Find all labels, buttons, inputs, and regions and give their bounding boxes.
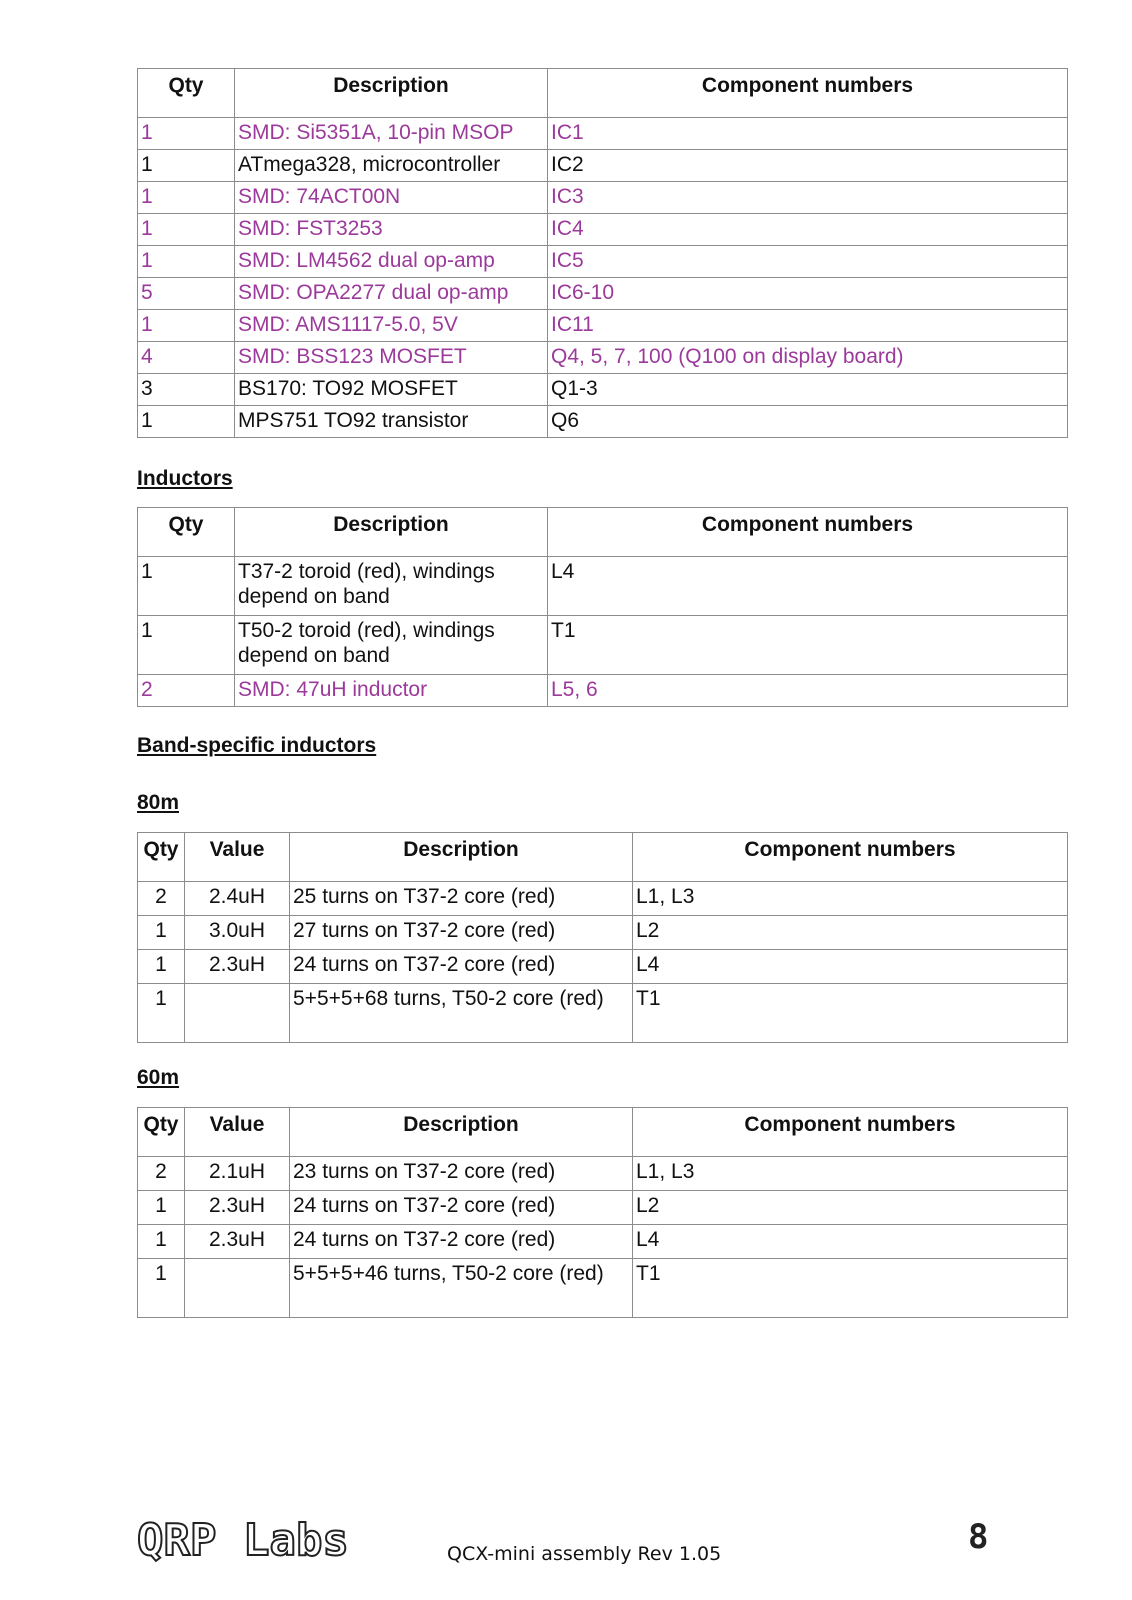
value-cell: 3.0uH	[185, 916, 290, 950]
table-row	[138, 950, 1068, 984]
component-cell: IC1	[548, 118, 1068, 150]
description-cell: 27 turns on T37-2 core (red)	[290, 916, 633, 950]
value-cell: 2.3uH	[185, 1225, 290, 1259]
description-cell: 5+5+5+46 turns, T50-2 core (red)	[290, 1259, 633, 1318]
description-cell: SMD: LM4562 dual op-amp	[235, 246, 548, 278]
description-cell: SMD: OPA2277 dual op-amp	[235, 278, 548, 310]
table-row	[138, 1157, 1068, 1191]
qty-header: Qty	[138, 1108, 185, 1157]
inductors-table	[137, 507, 1068, 707]
table-row	[138, 1225, 1068, 1259]
table-header-row	[138, 1108, 1068, 1157]
table-row	[138, 246, 1068, 278]
value-cell	[185, 1259, 290, 1318]
component-cell: L1, L3	[633, 882, 1068, 916]
table-row	[138, 984, 1068, 1043]
component-cell: IC11	[548, 310, 1068, 342]
table-row	[138, 214, 1068, 246]
qty-cell: 2	[138, 882, 185, 916]
description-cell: 25 turns on T37-2 core (red)	[290, 882, 633, 916]
page-number: 8	[968, 1517, 989, 1557]
table-header-row	[138, 69, 1068, 118]
description-cell: SMD: BSS123 MOSFET	[235, 342, 548, 374]
description-cell: ATmega328, microcontroller	[235, 150, 548, 182]
document-title: QCX-mini assembly Rev 1.05	[447, 1543, 722, 1565]
table-row	[138, 342, 1068, 374]
qty-header: Qty	[138, 508, 235, 557]
band-60m-heading: 60m	[137, 1066, 180, 1089]
qty-cell: 1	[138, 984, 185, 1043]
description-cell: T50-2 toroid (red), windings depend on band	[235, 616, 548, 675]
qty-cell: 1	[138, 310, 235, 342]
table-row	[138, 675, 1068, 707]
component-cell: T1	[633, 1259, 1068, 1318]
description-cell: SMD: 74ACT00N	[235, 182, 548, 214]
table-header-row	[138, 833, 1068, 882]
table-row	[138, 916, 1068, 950]
component-numbers-header: Component numbers	[548, 69, 1068, 118]
component-cell: L5, 6	[548, 675, 1068, 707]
component-cell: L2	[633, 1191, 1068, 1225]
description-cell: 24 turns on T37-2 core (red)	[290, 1191, 633, 1225]
band-specific-heading: Band-specific inductors	[137, 734, 377, 757]
semiconductors-table	[137, 68, 1068, 438]
table-row	[138, 1259, 1068, 1318]
component-cell: L1, L3	[633, 1157, 1068, 1191]
qty-cell: 1	[138, 406, 235, 438]
component-numbers-header: Component numbers	[548, 508, 1068, 557]
qty-cell: 1	[138, 916, 185, 950]
table-row	[138, 150, 1068, 182]
component-cell: Q4, 5, 7, 100 (Q100 on display board)	[548, 342, 1068, 374]
table-row	[138, 882, 1068, 916]
qty-header: Qty	[138, 833, 185, 882]
qty-header: Qty	[138, 69, 235, 118]
page-footer	[0, 1515, 1132, 1575]
band-60m-table	[137, 1107, 1068, 1318]
component-cell: L4	[633, 1225, 1068, 1259]
component-numbers-header: Component numbers	[633, 1108, 1068, 1157]
component-cell: T1	[548, 616, 1068, 675]
qty-cell: 1	[138, 950, 185, 984]
description-cell: T37-2 toroid (red), windings depend on band	[235, 557, 548, 616]
value-header: Value	[185, 833, 290, 882]
table-row	[138, 310, 1068, 342]
band-80m-heading: 80m	[137, 791, 180, 814]
value-cell: 2.1uH	[185, 1157, 290, 1191]
table-row	[138, 616, 1068, 675]
table-row	[138, 1191, 1068, 1225]
qty-cell: 4	[138, 342, 235, 374]
qrp-labs-logo-text: QRP Labs	[137, 1515, 349, 1563]
qty-cell: 5	[138, 278, 235, 310]
description-cell: SMD: 47uH inductor	[235, 675, 548, 707]
value-cell: 2.3uH	[185, 950, 290, 984]
qty-cell: 1	[138, 1225, 185, 1259]
description-cell: 5+5+5+68 turns, T50-2 core (red)	[290, 984, 633, 1043]
description-cell: SMD: FST3253	[235, 214, 548, 246]
description-cell: 23 turns on T37-2 core (red)	[290, 1157, 633, 1191]
component-cell: IC5	[548, 246, 1068, 278]
description-header: Description	[290, 1108, 633, 1157]
description-cell: SMD: Si5351A, 10-pin MSOP	[235, 118, 548, 150]
description-cell: MPS751 TO92 transistor	[235, 406, 548, 438]
table-row	[138, 374, 1068, 406]
qty-cell: 1	[138, 150, 235, 182]
component-cell: L2	[633, 916, 1068, 950]
description-header: Description	[290, 833, 633, 882]
qty-cell: 1	[138, 1259, 185, 1318]
component-cell: IC4	[548, 214, 1068, 246]
qty-cell: 1	[138, 182, 235, 214]
table-row	[138, 557, 1068, 616]
description-header: Description	[235, 69, 548, 118]
description-cell: BS170: TO92 MOSFET	[235, 374, 548, 406]
component-numbers-header: Component numbers	[633, 833, 1068, 882]
qty-cell: 1	[138, 214, 235, 246]
qty-cell: 2	[138, 1157, 185, 1191]
component-cell: L4	[548, 557, 1068, 616]
band-80m-table	[137, 832, 1068, 1043]
qty-cell: 1	[138, 118, 235, 150]
qty-cell: 1	[138, 616, 235, 675]
table-row	[138, 182, 1068, 214]
qty-cell: 1	[138, 246, 235, 278]
component-cell: Q1-3	[548, 374, 1068, 406]
component-cell: Q6	[548, 406, 1068, 438]
table-row	[138, 406, 1068, 438]
table-header-row	[138, 508, 1068, 557]
value-cell: 2.3uH	[185, 1191, 290, 1225]
table-row	[138, 278, 1068, 310]
value-cell	[185, 984, 290, 1043]
component-cell: IC3	[548, 182, 1068, 214]
description-cell: SMD: AMS1117-5.0, 5V	[235, 310, 548, 342]
description-cell: 24 turns on T37-2 core (red)	[290, 1225, 633, 1259]
component-cell: L4	[633, 950, 1068, 984]
inductors-heading: Inductors	[137, 467, 233, 490]
table-row	[138, 118, 1068, 150]
qrp-labs-logo	[137, 1515, 367, 1563]
value-cell: 2.4uH	[185, 882, 290, 916]
qty-cell: 1	[138, 1191, 185, 1225]
description-header: Description	[235, 508, 548, 557]
qty-cell: 1	[138, 557, 235, 616]
component-cell: T1	[633, 984, 1068, 1043]
qty-cell: 2	[138, 675, 235, 707]
value-header: Value	[185, 1108, 290, 1157]
component-cell: IC6-10	[548, 278, 1068, 310]
qty-cell: 3	[138, 374, 235, 406]
component-cell: IC2	[548, 150, 1068, 182]
description-cell: 24 turns on T37-2 core (red)	[290, 950, 633, 984]
